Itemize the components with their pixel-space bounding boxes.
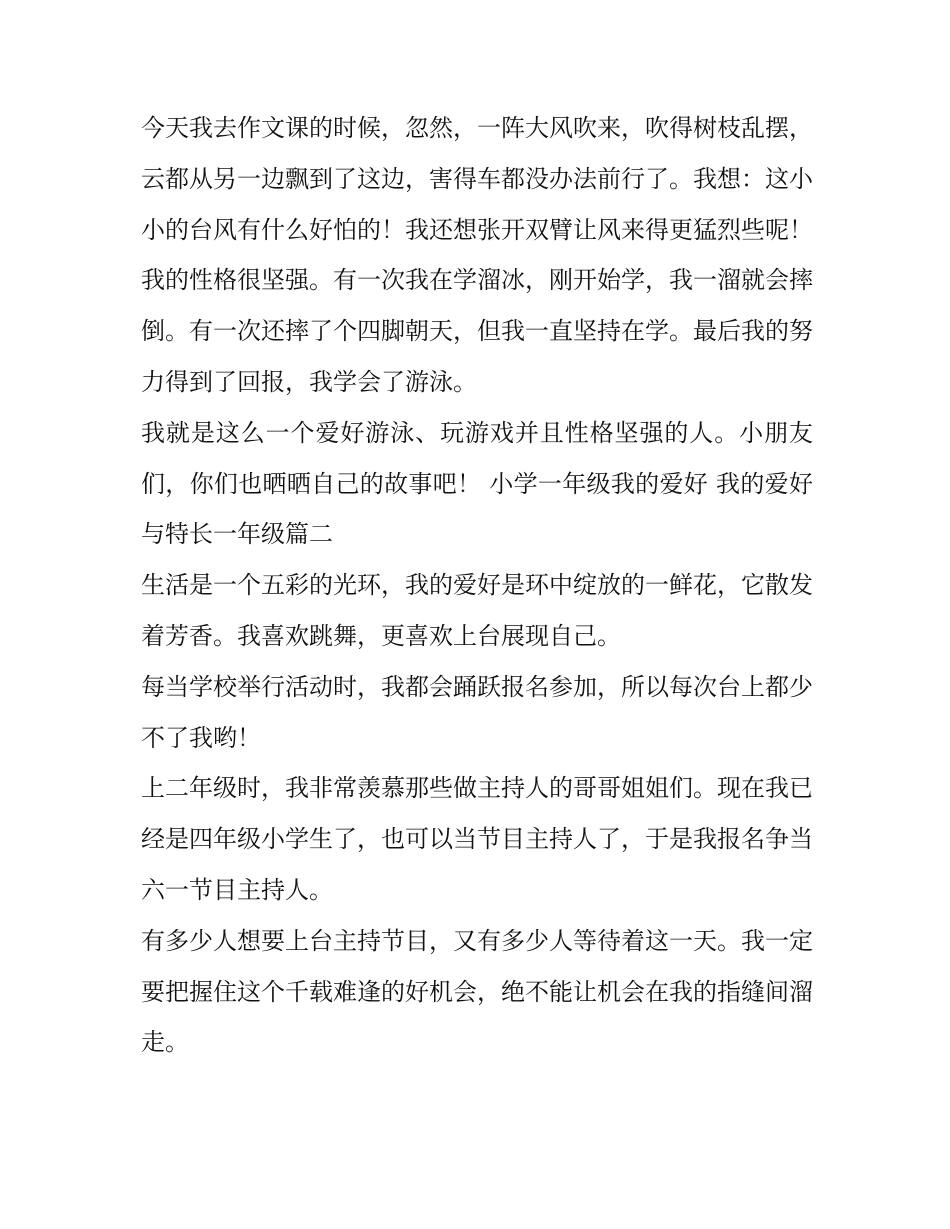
paragraph-3: 我就是这么一个爱好游泳、玩游戏并且性格坚强的人。小朋友们，你们也晒晒自己的故事吧！ 小学一年级我的爱好 我的爱好与特长一年级篇二	[141, 418, 813, 549]
paragraph-5: 每当学校举行活动时，我都会踊跃报名参加，所以每次台上都少不了我哟！	[141, 672, 813, 752]
document-body	[141, 103, 813, 1068]
paragraph-2: 我的性格很坚强。有一次我在学溜冰，刚开始学，我一溜就会摔倒。有一次还摔了个四脚朝天，但我一直坚持在学。最后我的努力得到了回报，我学会了游泳。	[141, 266, 813, 396]
paragraph-1: 今天我去作文课的时候，忽然，一阵大风吹来，吹得树枝乱摆，云都从另一边飘到了这边，害得车都没办法前行了。我想：这小小的台风有什么好怕的！我还想张开双臂让风来得更猛烈些呢！	[141, 114, 813, 244]
paragraph-6: 上二年级时，我非常羡慕那些做主持人的哥哥姐姐们。现在我已经是四年级小学生了，也可以当节目主持人了，于是我报名争当六一节目主持人。	[141, 774, 813, 904]
paragraph-4: 生活是一个五彩的光环，我的爱好是环中绽放的一鲜花，它散发着芳香。我喜欢跳舞，更喜欢上台展现自己。	[141, 571, 813, 650]
paragraph-7: 有多少人想要上台主持节目，又有多少人等待着这一天。我一定要把握住这个千载难逢的好机会，绝不能让机会在我的指缝间溜走。	[141, 926, 813, 1057]
